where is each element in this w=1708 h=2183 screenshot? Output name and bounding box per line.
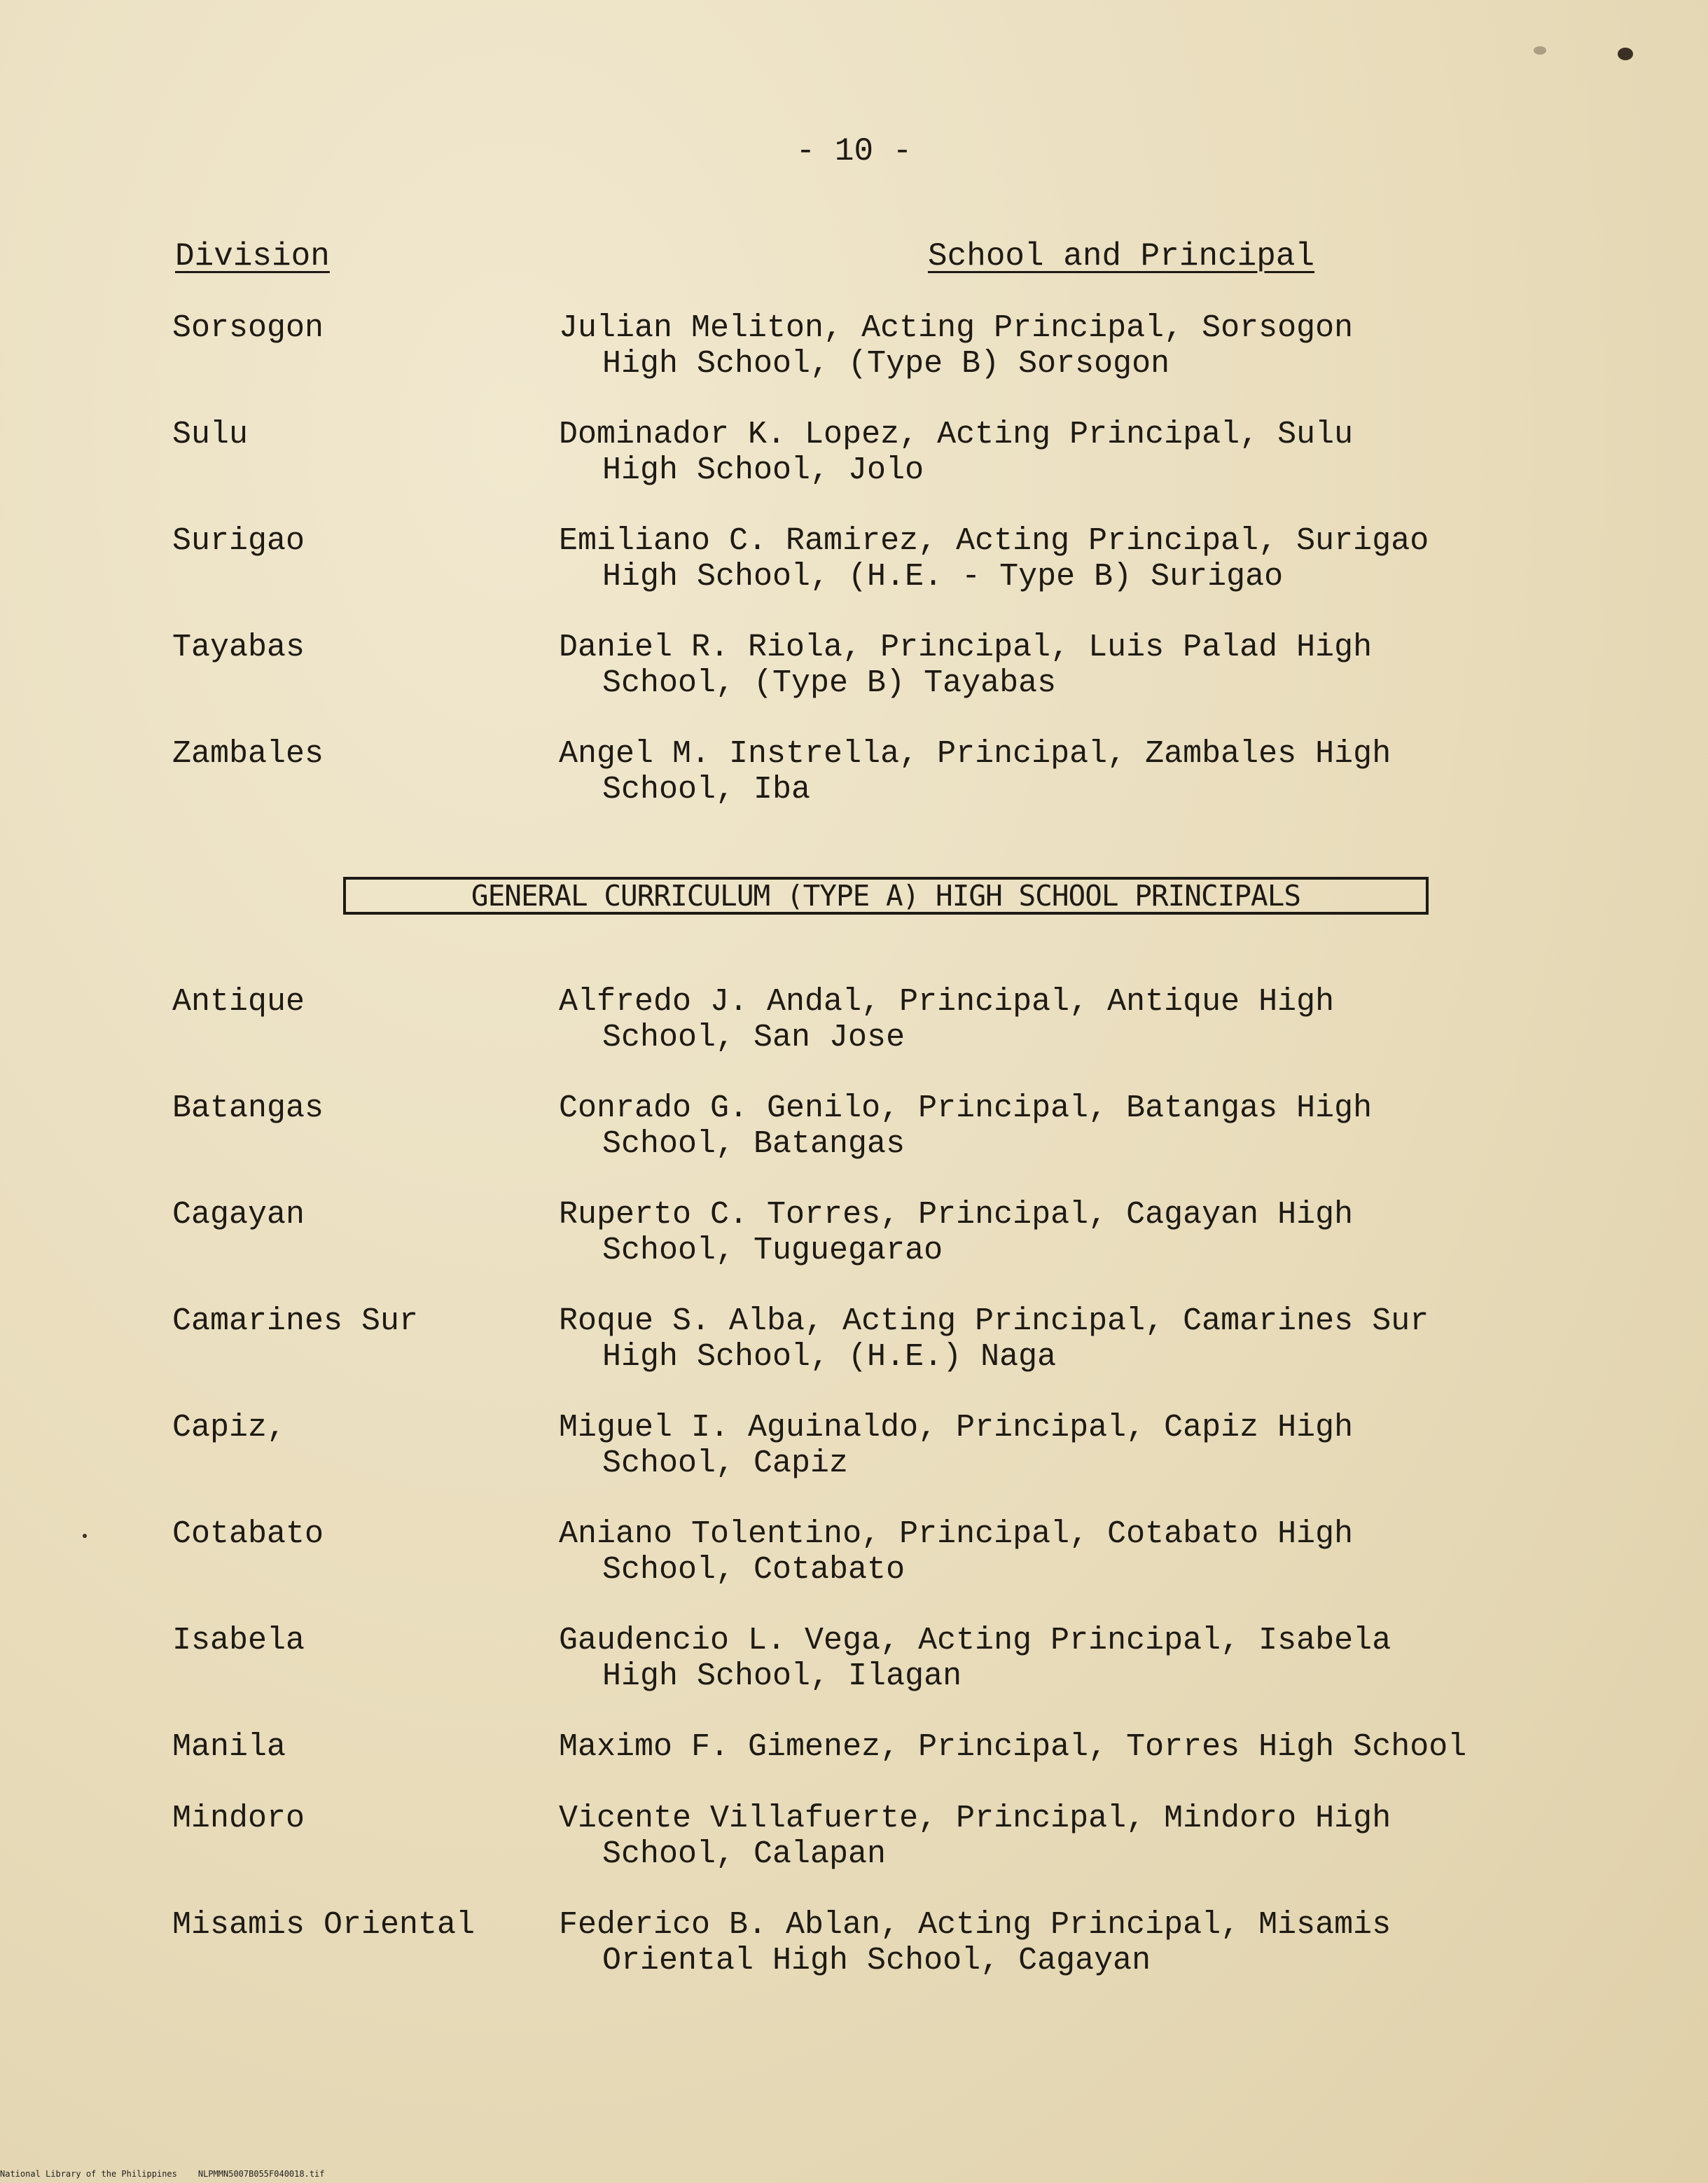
- school-principal: Federico B. Ablan, Acting Principal, Misamis Oriental High School, Cagayan: [559, 1907, 1391, 1978]
- section-title: GENERAL CURRICULUM (TYPE A) HIGH SCHOOL PRINCIPALS: [343, 877, 1429, 915]
- school-principal: Miguel I. Aguinaldo, Principal, Capiz High School, Capiz: [559, 1410, 1354, 1481]
- division-name: Tayabas: [172, 630, 305, 665]
- school-column-header: School and Principal: [928, 238, 1315, 275]
- footer-file: NLPMMN5007B055F040018.tif: [197, 2169, 325, 2179]
- school-principal: Daniel R. Riola, Principal, Luis Palad High School, (Type B) Tayabas: [559, 630, 1373, 701]
- division-name: Antique: [172, 984, 305, 1020]
- school-principal: Angel M. Instrella, Principal, Zambales High School, Iba: [559, 736, 1391, 808]
- school-principal: Maximo F. Gimenez, Principal, Torres High School: [559, 1729, 1467, 1765]
- school-principal: Gaudencio L. Vega, Acting Principal, Isabela High School, Ilagan: [559, 1623, 1391, 1694]
- division-name: Misamis Oriental: [172, 1907, 475, 1943]
- punch-hole-mark: [1618, 48, 1633, 60]
- division-name: Manila: [172, 1729, 286, 1765]
- division-name: Cagayan: [172, 1197, 305, 1233]
- division-column-header: Division: [175, 238, 330, 275]
- ink-speck: [83, 1534, 87, 1538]
- division-name: Camarines Sur: [172, 1303, 419, 1339]
- division-name: Batangas: [172, 1090, 324, 1126]
- division-name: Isabela: [172, 1623, 305, 1658]
- school-principal: Alfredo J. Andal, Principal, Antique High School, San Jose: [559, 984, 1335, 1055]
- school-principal: Ruperto C. Torres, Principal, Cagayan High School, Tuguegarao: [559, 1197, 1354, 1268]
- paper-stain: [1534, 46, 1546, 55]
- division-name: Sulu: [172, 417, 249, 452]
- division-name: Capiz,: [172, 1410, 286, 1446]
- school-principal: Conrado G. Genilo, Principal, Batangas High School, Batangas: [559, 1090, 1373, 1162]
- division-name: Zambales: [172, 736, 324, 772]
- school-principal: Julian Meliton, Acting Principal, Sorsogon High School, (Type B) Sorsogon: [559, 310, 1354, 382]
- division-name: Cotabato: [172, 1516, 324, 1552]
- division-name: Mindoro: [172, 1801, 305, 1836]
- school-principal: Aniano Tolentino, Principal, Cotabato High School, Cotabato: [559, 1516, 1354, 1588]
- division-name: Surigao: [172, 523, 305, 559]
- scan-footer: [0, 2169, 346, 2179]
- school-principal: Emiliano C. Ramirez, Acting Principal, Surigao High School, (H.E. - Type B) Surigao: [559, 523, 1429, 595]
- school-principal: Dominador K. Lopez, Acting Principal, Sulu High School, Jolo: [559, 417, 1354, 488]
- division-name: Sorsogon: [172, 310, 324, 346]
- school-principal: Vicente Villafuerte, Principal, Mindoro High School, Calapan: [559, 1801, 1391, 1872]
- page-number: - 10 -: [796, 133, 912, 169]
- footer-source: National Library of the Philippines: [0, 2169, 177, 2179]
- school-principal: Roque S. Alba, Acting Principal, Camarines Sur High School, (H.E.) Naga: [559, 1303, 1429, 1375]
